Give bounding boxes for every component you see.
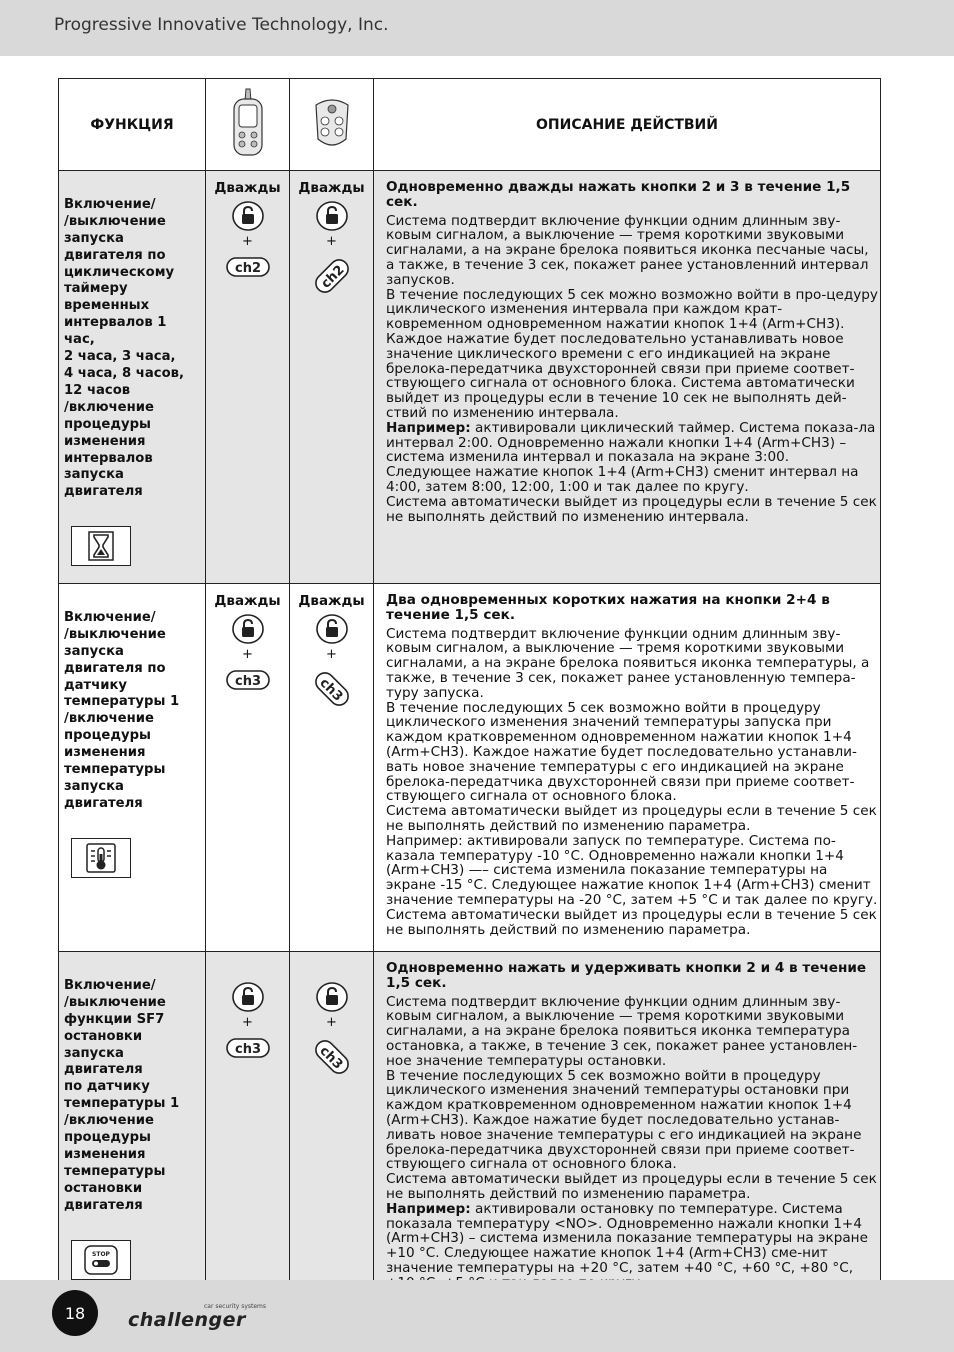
description-title: Одновременно нажать и удерживать кнопки 2 и 4 в течение 1,5 сек. — [386, 960, 867, 991]
plus-sign: + — [242, 647, 253, 663]
description-example: Например: активировали запуск по температуре. Система по-казала температуру -10 °C. Одновременно нажали кнопки 1+4 (Arm+CH3) —– система изменила показание температуры на экране -15 °C. Следующее нажатие кнопок 1+4 (Arm+CH3) сменит значение температуры на -20 °C, затем +5 °C и так далее по кругу. — [386, 832, 878, 908]
logo-wordmark: challenger — [128, 1309, 246, 1331]
plus-sign: + — [326, 234, 337, 249]
table-row — [59, 584, 881, 952]
description-paragraph: Система подтвердит включение функции одним длинным зву-ковым сигналом, а выключение — тремя короткими звуковыми сигналами, а на экране брелока появиться иконка температуры, а также, в течение 3 сек, покажет ранее установленную темпера-туру запуска. — [386, 625, 870, 701]
ch3-button-icon — [226, 669, 270, 691]
example-label: Например: — [386, 419, 471, 436]
example-label: Например: — [386, 1200, 471, 1217]
thermometer-icon — [71, 838, 131, 878]
description-title: Одновременно дважды нажать кнопки 2 и 3 в течение 1,5 сек. — [386, 179, 851, 210]
example-text: активировали циклический таймер. Система показа-ла интервал 2:00. Одновременно нажали кнопки 1+4 (Arm+CH3) – система изменила интервал и показала на экране 3:00. Следующее нажатие кнопок 1+4 (Arm+CH3) сменит интервал на 4:00, затем 8:00, 12:00, 1:00 и так далее по кругу. — [386, 419, 876, 495]
plus-sign: + — [326, 1015, 337, 1031]
lock-button-icon — [315, 982, 349, 1012]
description-paragraph: Система автоматически выйдет из процедуры если в течение 5 сек не выполнять действий по изменению параметра. — [386, 906, 877, 938]
table-row — [59, 171, 881, 584]
lock-button-icon — [231, 614, 265, 644]
plus-sign: + — [326, 647, 337, 663]
company-name: Progressive Innovative Technology, Inc. — [54, 15, 389, 35]
header-function: ФУНКЦИЯ — [59, 79, 206, 171]
lock-button-icon — [315, 614, 349, 644]
lock-button-icon — [231, 982, 265, 1012]
lock-button-icon — [231, 201, 265, 231]
twice-label: Дважды — [298, 180, 365, 196]
ch3-button-rotated-icon — [310, 667, 354, 711]
plus-sign: + — [242, 234, 253, 249]
function-cell — [59, 584, 206, 952]
stop-engine-icon — [71, 1240, 131, 1280]
description-title: Два одновременных коротких нажатия на кнопки 2+4 в течение 1,5 сек. — [386, 592, 830, 623]
hourglass-icon — [71, 526, 131, 566]
svg-text:ch2: ch2 — [234, 261, 261, 276]
header-remote-lcd — [206, 79, 290, 171]
function-text: Включение/ /выключение запуска двигателя по датчику температуры 1 /включение процедуры изменения температуры запуска двигателя — [64, 609, 180, 811]
simple-remote-buttons — [290, 584, 374, 952]
description-cell — [374, 171, 881, 584]
svg-text:ch3: ch3 — [234, 1042, 261, 1058]
header-description: ОПИСАНИЕ ДЕЙСТВИЙ — [374, 79, 881, 171]
description-example — [386, 1202, 878, 1291]
ch3-button-icon — [226, 1037, 270, 1059]
description-paragraph: Система подтвердит включение функции одним длинным зву-ковым сигналом, а выключение — тремя короткими звуковыми сигналами, а на экране брелока появиться иконка песчаные часы, а также, в течение 3 сек, покажет ранее установленний интервал запусков. — [386, 212, 869, 288]
functions-table — [58, 78, 881, 1341]
ch2-button-rotated-icon — [310, 254, 354, 298]
lock-button-icon — [315, 201, 349, 231]
description-cell — [374, 584, 881, 952]
simple-remote-buttons — [290, 171, 374, 584]
twice-label: Дважды — [298, 593, 365, 610]
svg-text:ch3: ch3 — [234, 674, 261, 690]
description-paragraph: В течение последующих 5 сек возможно войти в процедуру циклического изменения значений температуры остановки при каждом кратковременном одновременном нажатии кнопок 1+4 (Arm+CH3). Каждое нажатие будет последовательно устанав-ливать новое значение температуры с его индикацией на экране брелока-передатчика двухсторонней связи при приеме соответ-ствующего сигнала от основного блока. — [386, 1067, 862, 1173]
description-paragraph: Система подтвердит включение функции одним длинным зву-ковым сигналом, а выключение — тремя короткими звуковыми сигналами, а на экране брелока появиться иконка температура остановка, а также, в течение 3 сек, покажет ранее установлен-ное значение температуры остановки. — [386, 993, 858, 1069]
description-paragraph: Система автоматически выйдет из процедуры если в течение 5 сек не выполнять действий по изменению параметра. — [386, 803, 877, 834]
table-header-row — [59, 79, 881, 171]
lcd-remote-buttons — [206, 171, 290, 584]
example-text: активировали остановку по температуре. Система показала температуру <NO>. Одновременно нажали кнопки 1+4 (Arm+CH3) – система изменила показание температуры на экране +10 °C. Следующее нажатие кнопок 1+4 (Arm+CH3) сме-нит значение температуры на +20 °C, затем +40 °C, +60 °C, +80 °C, — [386, 1200, 868, 1276]
function-cell — [59, 171, 206, 584]
simple-remote-icon — [312, 95, 352, 151]
logo-tagline: car security systems — [204, 1303, 267, 1310]
svg-text:ch2: ch2 — [318, 262, 348, 292]
twice-label: Дважды — [214, 180, 281, 196]
description-paragraph: Система автоматически выйдет из процедуры если в течение 5 сек не выполнять действий по изменению параметра. — [386, 1171, 877, 1202]
svg-text:ch3: ch3 — [315, 675, 345, 705]
ch2-button-icon — [226, 256, 270, 278]
description-example — [386, 421, 878, 495]
plus-sign: + — [242, 1015, 253, 1031]
description-paragraph: В течение последующих 5 сек возможно войти в процедуру циклического изменения значений температуры запуска при каждом кратковременном одновременном нажатии кнопок 1+4 (Arm+CH3). Каждое нажатие будет последовательно устанавли-вать новое значение температуры с его индикацией на экране брелока-передатчика двухсторонней связи при приеме соответ-ствующего сигнала от основного блока. — [386, 699, 857, 805]
svg-text:ch3: ch3 — [315, 1043, 345, 1073]
header-remote-simple — [290, 79, 374, 171]
twice-label: Дважды — [214, 593, 281, 610]
svg-text:STOP: STOP — [92, 1250, 110, 1258]
page-header — [0, 0, 954, 56]
lcd-remote-buttons — [206, 584, 290, 952]
description-paragraph: В течение последующих 5 сек можно возможно войти в про-цедуру циклического изменения интервала при каждом крат-ковременном одновременном нажатии кнопок 1+4 (Arm+CH3). Каждое нажатие будет последовательно устанавливать новое значение циклического времени с его индикацией на экране брелока-передатчика двухсторонней связи при приеме соответ-ствующего сигнала от основного блока. Система автоматически выйдет из процедуры если в течение 10 сек не выполнять дей-ствий по изменению интервала. — [386, 286, 878, 421]
ch3-button-rotated-icon — [310, 1035, 354, 1079]
function-text: Включение/ /выключение запуска двигателя по циклическому таймеру временных интервалов 1 час, 2 часа, 3 часа, 4 часа, 8 часов, 12 часов /включение процедуры изменения интервалов запуска двигателя — [64, 196, 184, 500]
description-paragraph: Система автоматически выйдет из процедуры если в течение 5 сек не выполнять действий по изменению интервала. — [386, 493, 877, 525]
function-text: Включение/ /выключение функции SF7 остановки запуска двигателя по датчику температуры 1 /включение процедуры изменения температуры остановки двигателя — [64, 977, 180, 1213]
lcd-remote-icon — [228, 87, 268, 159]
page-number: 18 — [52, 1290, 98, 1336]
